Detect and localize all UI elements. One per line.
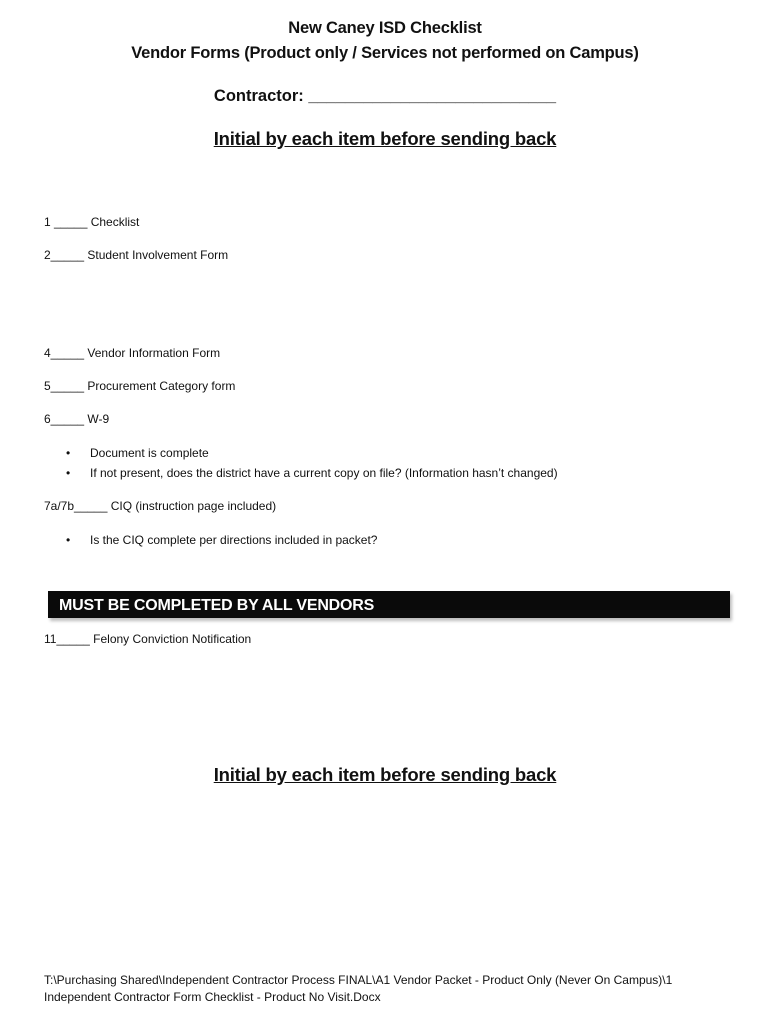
bullet-text: Document is complete — [90, 446, 209, 460]
checklist-item-2: 2_____ Student Involvement Form — [44, 248, 229, 262]
file-path-footer — [44, 972, 744, 1006]
ciq-bullet — [66, 533, 377, 547]
document-subtitle: Vendor Forms (Product only / Services not performed on Campus) — [131, 44, 639, 62]
bullet-text: If not present, does the district have a current copy on file? (Information hasn’t changed) — [90, 466, 558, 480]
contractor-field: Contractor: ___________________________ — [213, 87, 557, 105]
footer-line-2: Independent Contractor Form Checklist - Product No Visit.Docx — [44, 990, 381, 1004]
checklist-item-7: 7a/7b_____ CIQ (instruction page included) — [44, 499, 277, 513]
footer-line-1: T:\Purchasing Shared\Independent Contractor Process FINAL\A1 Vendor Packet - Product Only (Never On Campus)\1 — [44, 973, 673, 987]
document-title: New Caney ISD Checklist — [288, 19, 482, 37]
w9-bullet-complete — [66, 446, 209, 460]
checklist-item-6: 6_____ W-9 — [44, 412, 110, 426]
checklist-item-5: 5_____ Procurement Category form — [44, 379, 236, 393]
w9-bullet-on-file — [66, 466, 558, 480]
bullet-icon: • — [66, 533, 71, 547]
bullet-text: Is the CIQ complete per directions included in packet? — [90, 533, 378, 547]
banner-text: MUST BE COMPLETED BY ALL VENDORS — [59, 597, 375, 614]
checklist-item-1: 1 _____ Checklist — [44, 215, 140, 229]
must-complete-banner — [48, 591, 730, 618]
bullet-icon: • — [66, 446, 71, 460]
checklist-item-4: 4_____ Vendor Information Form — [44, 346, 221, 360]
bullet-icon: • — [66, 466, 71, 480]
instruction-top: Initial by each item before sending back — [213, 128, 557, 149]
checklist-item-11: 11_____ Felony Conviction Notification — [44, 632, 252, 646]
instruction-bottom: Initial by each item before sending back — [213, 764, 557, 785]
